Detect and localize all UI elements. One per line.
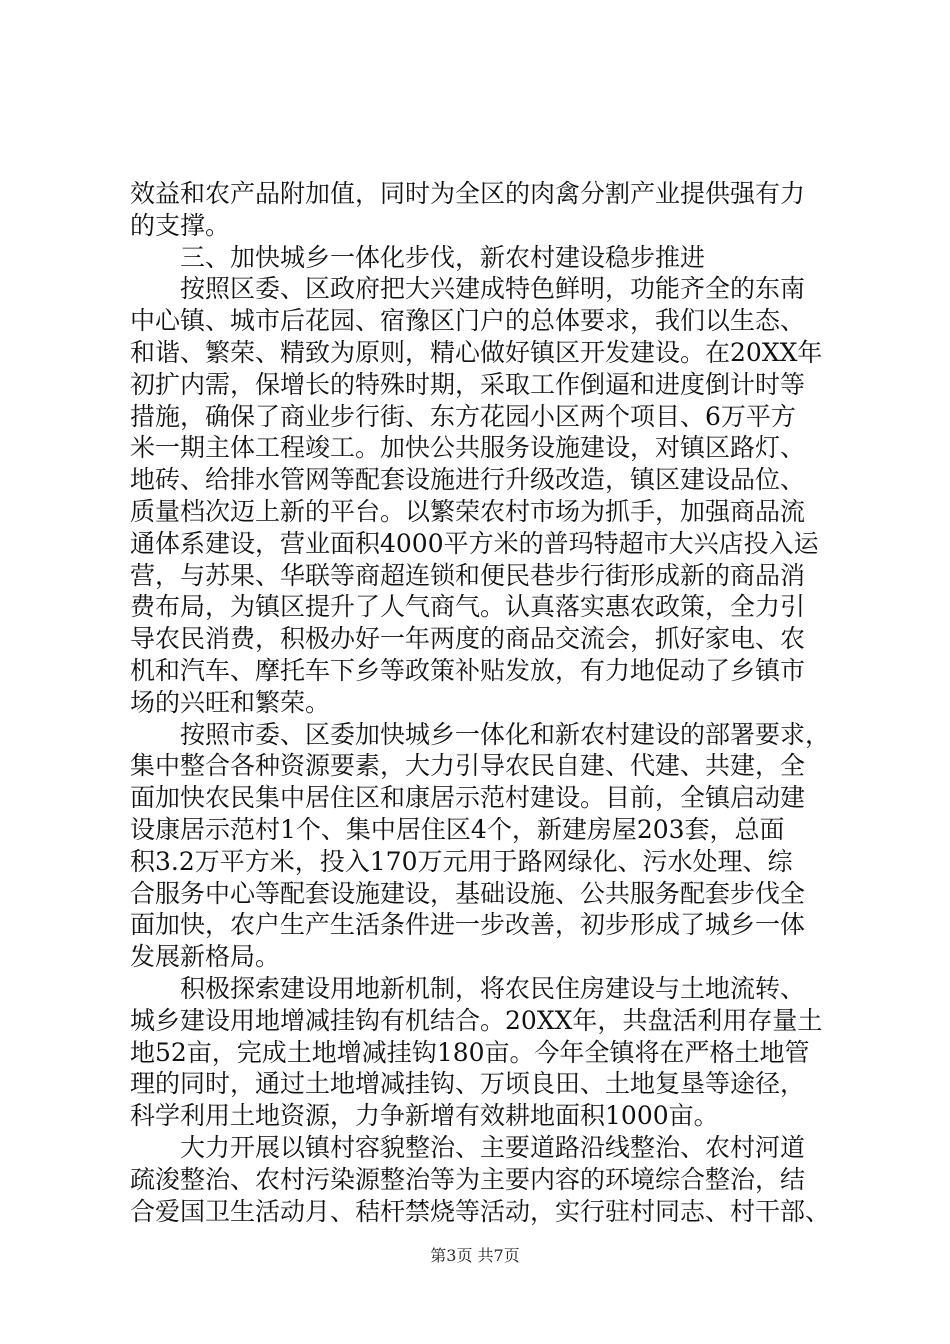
text-line: 米一期主体工程竣工。加快公共服务设施建设，对镇区路灯、 [130, 433, 806, 463]
text-line: 面加快，农户生产生活条件进一步改善，初步形成了城乡一体 [130, 910, 806, 940]
text-line: 积3.2万平方米，投入170万元用于路网绿化、污水处理、综 [130, 846, 793, 876]
text-line: 地52亩，完成土地增减挂钩180亩。今年全镇将在严格土地管 [130, 1037, 810, 1067]
text-line: 发展新格局。 [130, 942, 281, 972]
text-line: 三、加快城乡一体化步伐，新农村建设稳步推进 [130, 242, 706, 272]
body-text [130, 178, 840, 1227]
text-line: 中心镇、城市后花园、宿豫区门户的总体要求，我们以生态、 [130, 306, 806, 336]
text-line: 积极探索建设用地新机制，将农民住房建设与土地流转、 [130, 973, 806, 1003]
text-line: 合服务中心等配套设施建设，基础设施、公共服务配套步伐全 [130, 878, 806, 908]
text-line: 设康居示范村1个、集中居住区4个，新建房屋203套，总面 [130, 814, 785, 844]
text-line: 费布局，为镇区提升了人气商气。认真落实惠农政策，全力引 [130, 592, 806, 622]
text-line: 初扩内需，保增长的特殊时期，采取工作倒逼和进度倒计时等 [130, 369, 806, 399]
text-line: 面加快农民集中居住区和康居示范村建设。目前，全镇启动建 [130, 783, 806, 813]
text-line: 措施，确保了商业步行街、东方花园小区两个项目、6万平方 [130, 401, 796, 431]
text-line: 理的同时，通过土地增减挂钩、万顷良田、土地复垦等途径， [130, 1069, 806, 1099]
text-line: 和谐、繁荣、精致为原则，精心做好镇区开发建设。在20XX年 [130, 337, 823, 367]
text-line: 效益和农产品附加值，同时为全区的肉禽分割产业提供强有力 [130, 179, 806, 208]
text-line: 合爱国卫生活动月、秸杆禁烧等活动，实行驻村同志、村干部、 [130, 1196, 831, 1226]
text-line: 导农民消费，积极办好一年两度的商品交流会，抓好家电、农 [130, 624, 806, 654]
text-line: 按照市委、区委加快城乡一体化和新农村建设的部署要求， [130, 719, 831, 749]
text-line: 通体系建设，营业面积4000平方米的普玛特超市大兴店投入运 [130, 528, 819, 558]
text-line: 疏浚整治、农村污染源整治等为主要内容的环境综合整治，结 [130, 1164, 806, 1194]
text-line: 的支撑。 [130, 210, 231, 240]
text-line: 营，与苏果、华联等商超连锁和便民巷步行街形成新的商品消 [130, 560, 806, 590]
page-footer: 第3页 共7页 [430, 1246, 520, 1265]
text-line: 按照区委、区政府把大兴建成特色鲜明，功能齐全的东南 [130, 274, 806, 304]
text-line: 集中整合各种资源要素，大力引导农民自建、代建、共建，全 [130, 751, 806, 781]
text-line: 大力开展以镇村容貌整治、主要道路沿线整治、农村河道 [130, 1132, 806, 1162]
text-line: 质量档次迈上新的平台。以繁荣农村市场为抓手，加强商品流 [130, 496, 806, 526]
text-line: 地砖、给排水管网等配套设施进行升级改造，镇区建设品位、 [130, 465, 806, 495]
text-line: 场的兴旺和繁荣。 [130, 687, 331, 717]
text-line: 机和汽车、摩托车下乡等政策补贴发放，有力地促动了乡镇市 [130, 655, 806, 685]
text-line: 科学利用土地资源，力争新增有效耕地面积1000亩。 [130, 1101, 719, 1131]
text-line: 城乡建设用地增减挂钩有机结合。20XX年，共盘活利用存量土 [130, 1005, 823, 1035]
